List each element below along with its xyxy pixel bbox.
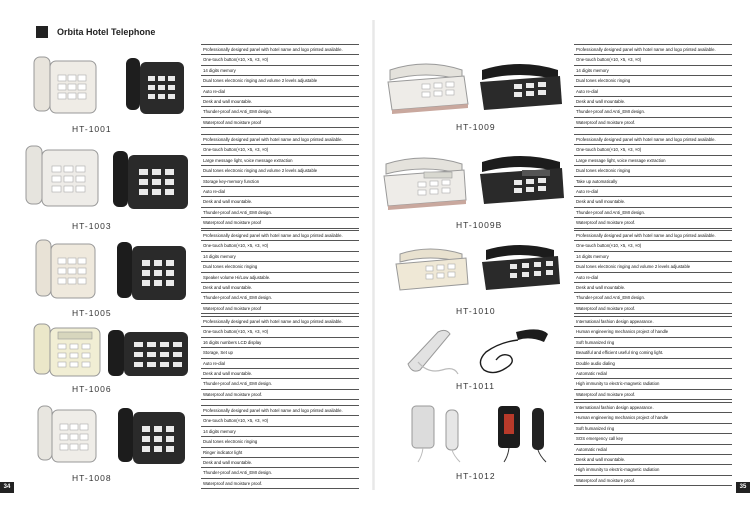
feature-item: Auto re-dial [201, 187, 359, 197]
feature-item: One-touch button(×10, ×5, ×3, ×0) [201, 55, 359, 65]
feature-item: International fashion design appearance. [574, 403, 732, 413]
feature-item: One-touch button(×10, ×5, ×3, ×0) [574, 241, 732, 251]
page-number-right: 35 [736, 482, 750, 493]
phone-photo-white-icon [22, 140, 104, 210]
feature-list [201, 134, 359, 229]
feature-item: High immunity to electric-magnetic radiation [574, 465, 732, 475]
header-square-marker [36, 26, 48, 38]
feature-item: Professionally designed panel with hotel name and logo printed available. [201, 317, 359, 327]
feature-item: Auto re-dial [574, 87, 732, 97]
feature-list [201, 44, 359, 128]
feature-item: Waterproof and moisture proof. [574, 118, 732, 128]
feature-item: Human engineering mechanics project of handle [574, 413, 732, 423]
phone-photo-white-icon [382, 58, 470, 114]
feature-item: Human engineering mechanics project of handle [574, 327, 732, 337]
feature-item: Automatic redial [574, 445, 732, 455]
phone-photo-black-icon [470, 322, 556, 378]
feature-item: Dual tones electronic ringing [574, 166, 732, 176]
catalog-header [36, 26, 155, 38]
feature-item: Large message light, voice message extraction [201, 156, 359, 166]
feature-item: Thunder-proof and Anti_EMI design. [574, 107, 732, 117]
phone-photo-black-icon [104, 324, 194, 380]
model-label: HT-1006 [72, 384, 112, 394]
feature-item: Thunder-proof and Anti_EMI design. [574, 208, 732, 218]
phone-photo-black-icon [474, 58, 566, 114]
feature-item: SOS emergency call key [574, 434, 732, 444]
feature-list [201, 230, 359, 314]
page-number-left: 34 [0, 482, 14, 493]
feature-item: 14 digits memory [201, 66, 359, 76]
feature-item: One-touch button(×10, ×5, ×3, ×0) [201, 241, 359, 251]
feature-item: Dual tones electronic ringing [574, 76, 732, 86]
feature-list [574, 134, 732, 229]
feature-item: 14 digits memory [574, 252, 732, 262]
feature-item: Waterproof and moisture proof. [201, 479, 359, 489]
feature-item: High immunity to electric-magnetic radiation [574, 379, 732, 389]
feature-item: Desk and wall mountable. [201, 283, 359, 293]
phone-photo-black-icon [120, 50, 190, 118]
page-spine [372, 20, 375, 490]
feature-item: One-touch button(×10, ×5, ×3, ×0) [201, 327, 359, 337]
phone-photo-white-icon [408, 402, 472, 464]
feature-item: Soft humanized ring [574, 338, 732, 348]
feature-item: One-touch button(×10, ×5, ×3, ×0) [574, 55, 732, 65]
feature-item: Desk and wall mountable. [201, 97, 359, 107]
feature-item: Auto re-dial [201, 359, 359, 369]
feature-item: Dual tones electronic ringing and volume 2 levels adjustable [574, 262, 732, 272]
phone-photo-white-icon [30, 318, 104, 380]
feature-item: Professionally designed panel with hotel name and logo printed available. [201, 45, 359, 55]
model-label: HT-1003 [72, 221, 112, 231]
feature-item: Storage, Set up [201, 348, 359, 358]
feature-item: Waterproof and moisture proof. [201, 390, 359, 400]
model-label: HT-1008 [72, 473, 112, 483]
feature-item: Thunder-proof and Anti_EMI design. [574, 293, 732, 303]
model-label: HT-1005 [72, 308, 112, 318]
phone-photo-white-icon [392, 244, 470, 292]
feature-item: Desk and wall mountable. [201, 197, 359, 207]
feature-item: Professionally designed panel with hotel name and logo printed available. [201, 231, 359, 241]
feature-item: Auto re-dial [574, 187, 732, 197]
phone-photo-white-icon [30, 47, 102, 117]
feature-list [574, 316, 732, 400]
feature-item: Automatic redial [574, 369, 732, 379]
phone-photo-white-icon [34, 400, 100, 466]
feature-item: International fashion design appearance. [574, 317, 732, 327]
phone-photo-white-icon [398, 326, 464, 378]
feature-item: 14 digits memory [574, 66, 732, 76]
feature-item: Auto re-dial [201, 87, 359, 97]
feature-item: Waterproof and moisture proof. [574, 218, 732, 228]
feature-item: One-touch button(×10, ×5, ×3, ×0) [201, 416, 359, 426]
feature-item: Waterproof and moisture proof [201, 118, 359, 128]
model-label: HT-1001 [72, 124, 112, 134]
feature-item: Professionally designed panel with hotel name and logo printed available. [574, 135, 732, 145]
feature-item: One-touch button(×10, ×5, ×3, ×0) [201, 145, 359, 155]
model-label: HT-1009B [456, 220, 503, 230]
feature-item: Waterproof and moisture proof. [574, 476, 732, 486]
feature-item: Speaker volume Hi/Low adjustable. [201, 273, 359, 283]
feature-item: Waterproof and moisture proof [201, 304, 359, 314]
feature-item: 14 digits memory [201, 427, 359, 437]
feature-item: Desk and wall mountable. [201, 369, 359, 379]
model-label: HT-1012 [456, 471, 496, 481]
phone-photo-black-icon [112, 236, 192, 304]
model-label: HT-1010 [456, 306, 496, 316]
feature-item: Take up automatically [574, 177, 732, 187]
feature-item: Waterproof and moisture proof. [574, 390, 732, 400]
feature-item: Thunder-proof and Anti_EMI design. [201, 468, 359, 478]
feature-item: Large message light, voice message extraction [574, 156, 732, 166]
feature-item: Professionally designed panel with hotel name and logo printed available. [201, 135, 359, 145]
feature-item: Desk and wall mountable. [574, 97, 732, 107]
phone-photo-black-icon [107, 145, 195, 213]
feature-item: One-touch button(×10, ×5, ×3, ×0) [574, 145, 732, 155]
feature-item: Thunder-proof and Anti_EMI design. [201, 293, 359, 303]
feature-item: Professionally designed panel with hotel name and logo printed available. [574, 231, 732, 241]
feature-item: Dual tones electronic ringing [201, 262, 359, 272]
feature-list [574, 44, 732, 128]
model-label: HT-1011 [456, 381, 495, 391]
phone-photo-black-icon [474, 150, 568, 208]
feature-item: Dual tones electronic ringing and volume 2 levels adjustable [201, 166, 359, 176]
feature-item: 16 digits numbers LCD display [201, 338, 359, 348]
feature-item: Desk and wall mountable. [574, 197, 732, 207]
feature-item: Ringer indicator light [201, 448, 359, 458]
feature-item: Beautiful and efficient useful ring coming light. [574, 348, 732, 358]
feature-item: Desk and wall mountable. [574, 283, 732, 293]
model-label: HT-1009 [456, 122, 496, 132]
phone-photo-black-icon [494, 402, 558, 464]
feature-item: Thunder-proof and Anti_EMI design. [201, 208, 359, 218]
phone-photo-black-icon [478, 240, 562, 294]
catalog-title: Orbita Hotel Telephone [57, 27, 156, 37]
phone-photo-white-icon [378, 152, 470, 210]
feature-item: Dual tones electronic ringing [201, 437, 359, 447]
feature-item: Desk and wall mountable. [574, 455, 732, 465]
feature-item: Double audio dialing [574, 359, 732, 369]
feature-item: Professionally designed panel with hotel name and logo printed available. [201, 406, 359, 416]
feature-list [574, 402, 732, 486]
feature-item: Waterproof and moisture proof [201, 218, 359, 228]
feature-item: Professionally designed panel with hotel name and logo printed available. [574, 45, 732, 55]
feature-item: Thunder-proof and Anti_EMI design. [201, 379, 359, 389]
phone-photo-black-icon [114, 402, 190, 468]
feature-item: Storage key-memory function [201, 177, 359, 187]
feature-list [574, 230, 732, 314]
feature-item: Thunder-proof and Anti_EMI design. [201, 107, 359, 117]
feature-item: Soft humanized ring [574, 424, 732, 434]
feature-item: Desk and wall mountable. [201, 458, 359, 468]
phone-photo-white-icon [32, 232, 100, 302]
feature-list [201, 316, 359, 400]
feature-item: Auto re-dial [574, 273, 732, 283]
feature-item: Dual tones electronic ringing and volume 2 levels adjustable [201, 76, 359, 86]
feature-item: Waterproof and moisture proof. [574, 304, 732, 314]
feature-item: 14 digits memory [201, 252, 359, 262]
feature-list [201, 405, 359, 489]
